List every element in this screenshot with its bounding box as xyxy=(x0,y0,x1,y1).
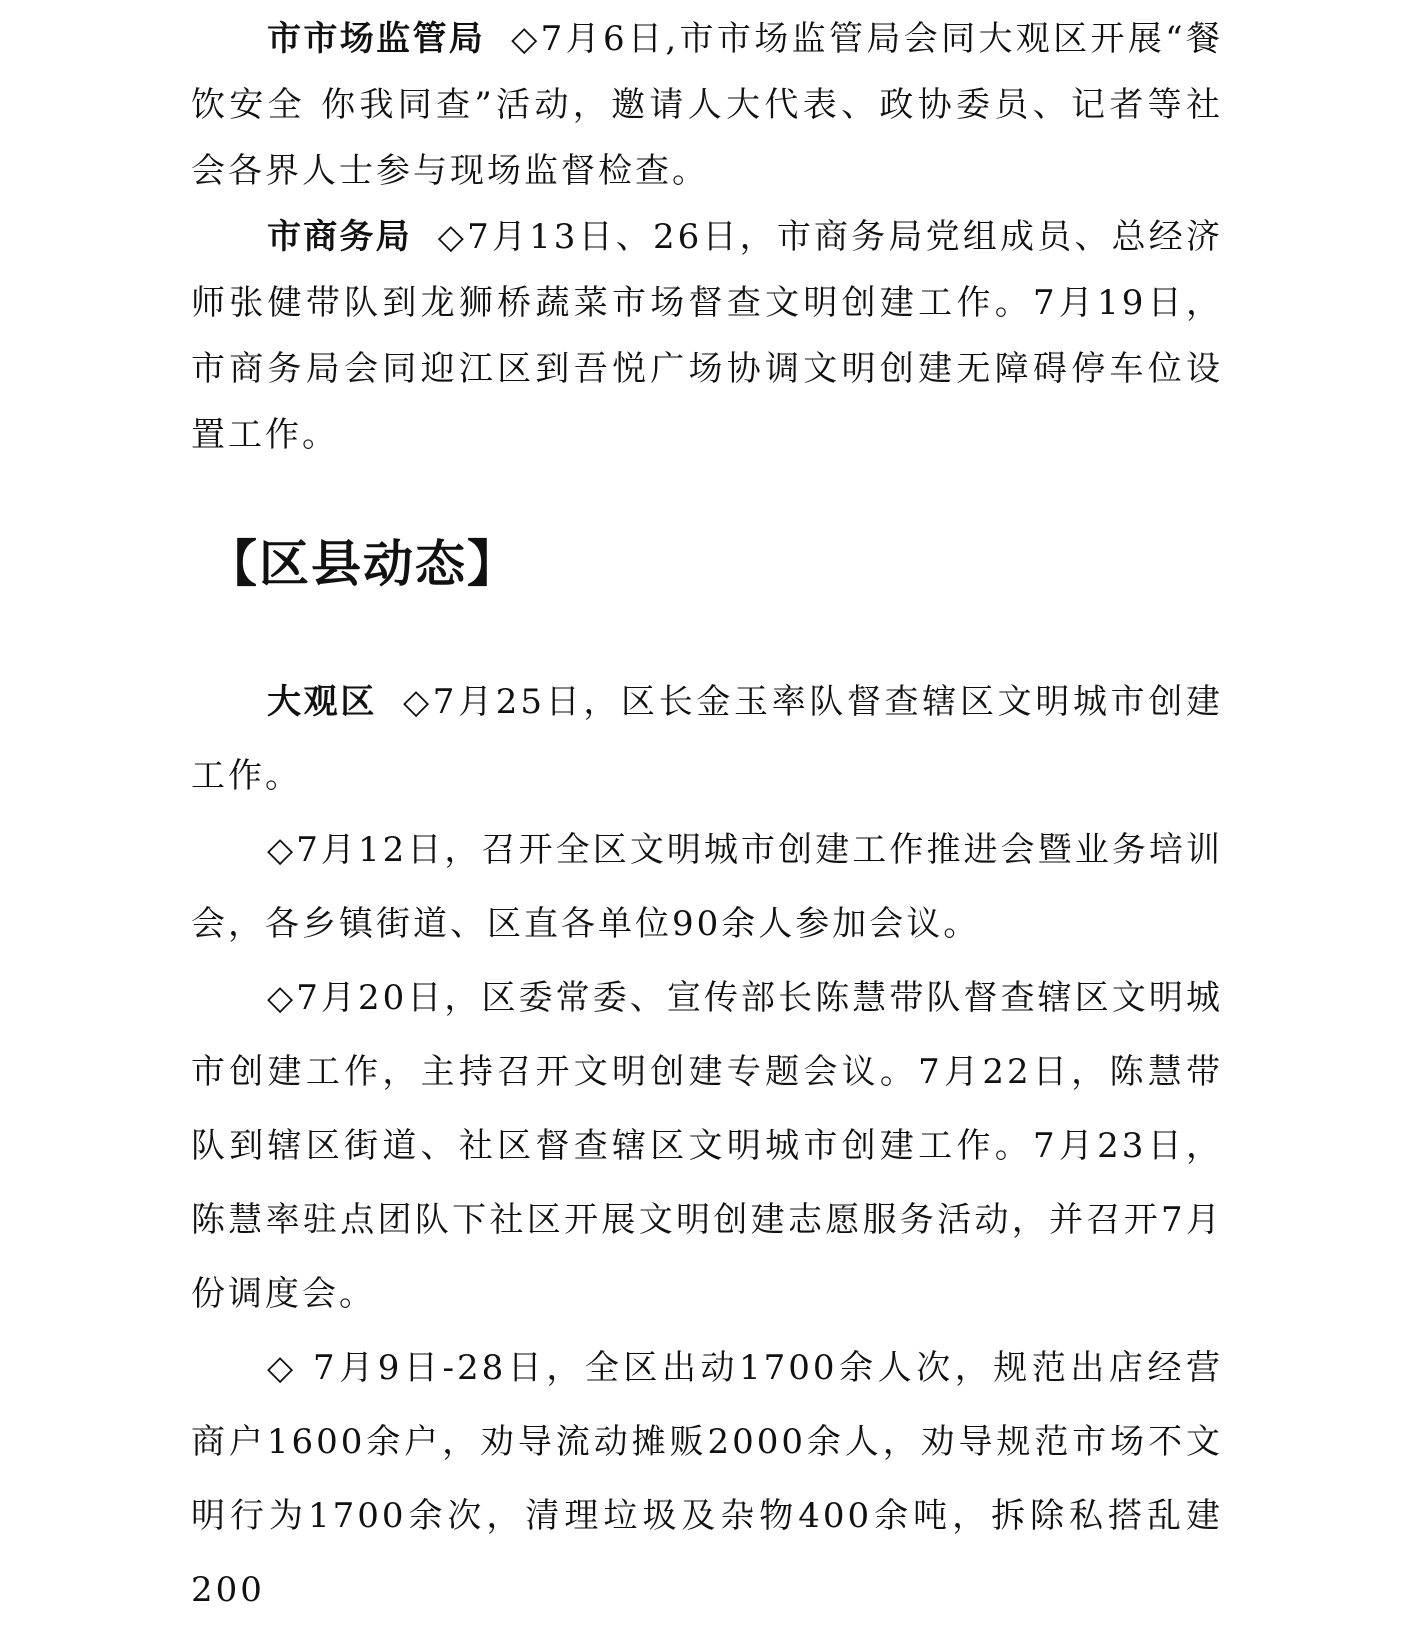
top-section xyxy=(191,6,1223,468)
paragraph-text: ◇7月13日、26日，市商务局党组成员、总经济师张健带队到龙狮桥蔬菜市场督查文明创建工作。7月19日，市商务局会同迎江区到吾悦广场协调文明创建无障碍停车位设置工作。 xyxy=(191,217,1223,455)
paragraph-july-12 xyxy=(191,813,1223,961)
paragraph-july-9-28 xyxy=(191,1331,1223,1627)
section-heading: 【区县动态】 xyxy=(207,535,519,593)
paragraph-lead: 市市场监管局 xyxy=(267,19,486,59)
paragraph-lead: 大观区 xyxy=(267,682,377,722)
paragraph-commerce-bureau xyxy=(191,204,1223,468)
paragraph-text: ◇7月25日，区长金玉率队督查辖区文明城市创建工作。 xyxy=(191,682,1224,796)
paragraph-july-20 xyxy=(191,961,1223,1331)
paragraph-daguan-district xyxy=(191,665,1223,813)
paragraph-lead: 市商务局 xyxy=(267,217,412,257)
paragraph-text: ◇ 7月9日-28日，全区出动1700余人次，规范出店经营商户1600余户，劝导流动摊贩2000余人，劝导规范市场不文明行为1700余次，清理垃圾及杂物400余吨，拆除私搭乱建200 xyxy=(191,1348,1223,1610)
district-section xyxy=(191,665,1223,1627)
paragraph-text: ◇7月6日,市市场监管局会同大观区开展“餐饮安全 你我同查”活动，邀请人大代表、政协委员、记者等社会各界人士参与现场监督检查。 xyxy=(191,19,1223,191)
paragraph-text: ◇7月12日，召开全区文明城市创建工作推进会暨业务培训会，各乡镇街道、区直各单位90余人参加会议。 xyxy=(191,830,1223,944)
paragraph-text: ◇7月20日，区委常委、宣传部长陈慧带队督查辖区文明城市创建工作，主持召开文明创建专题会议。7月22日，陈慧带队到辖区街道、社区督查辖区文明城市创建工作。7月23日，陈慧率驻点团队下社区开展文明创建志愿服务活动，并召开7月份调度会。 xyxy=(191,978,1223,1314)
paragraph-market-supervision xyxy=(191,6,1223,204)
